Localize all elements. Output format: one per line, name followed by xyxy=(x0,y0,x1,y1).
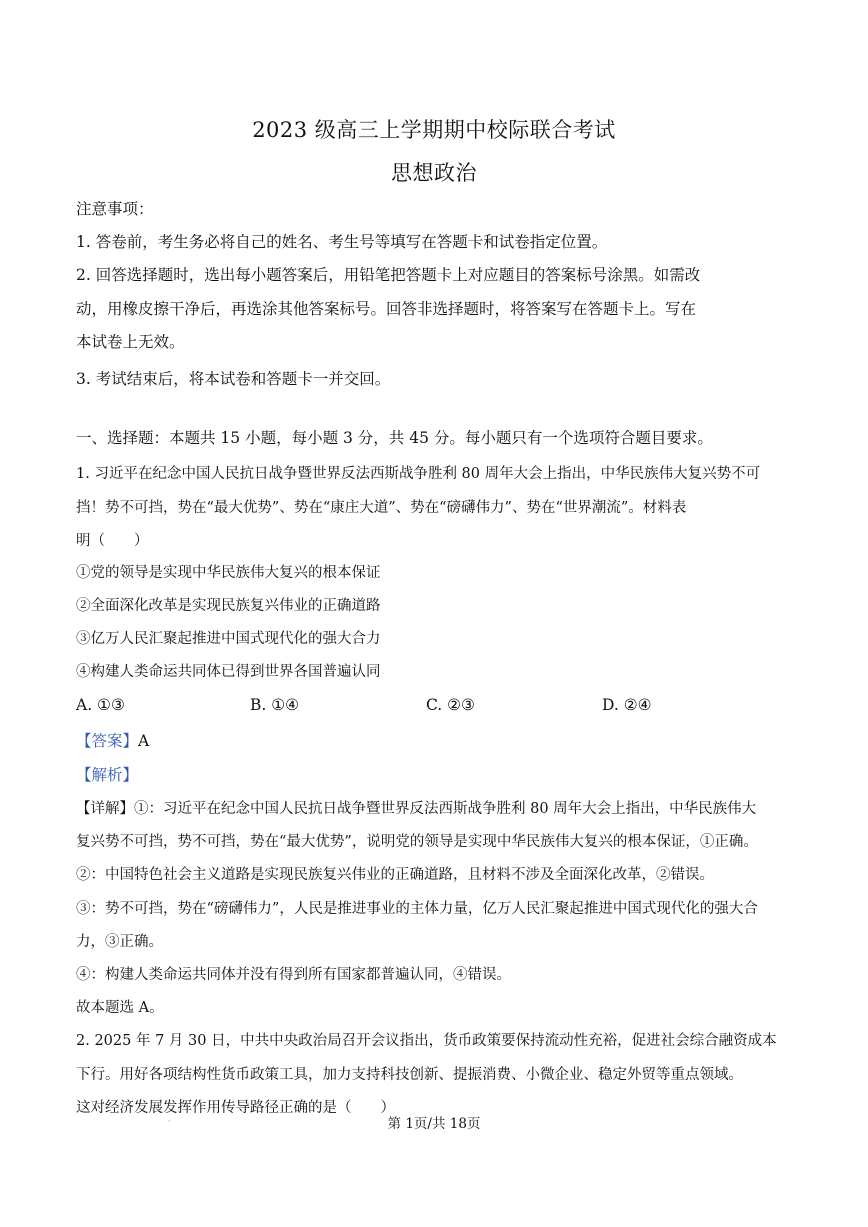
detail-line: ②：中国特色社会主义道路是实现民族复兴伟业的正确道路，且材料不涉及全面深化改革，②错误。 xyxy=(76,867,714,883)
analysis-row xyxy=(76,765,138,785)
notice-item: 动，用橡皮擦干净后，再选涂其他答案标号。回答非选择题时，将答案写在答题卡上。写在 xyxy=(76,300,697,318)
statement-item: ③亿万人民汇聚起推进中国式现代化的强大合力 xyxy=(76,631,381,647)
option-d: D. ②④ xyxy=(602,696,652,714)
notice-item: 本试卷上无效。 xyxy=(76,333,185,351)
question-stem: 下行。用好各项结构性货币政策工具，加力支持科技创新、提振消费、小微企业、稳定外贸等重点领域。 xyxy=(76,1067,743,1083)
exam-subject: 思想政治 xyxy=(391,161,477,185)
question-stem: 明（ ） xyxy=(76,533,149,549)
detail-line: ③：势不可挡，势在“磅礴伟力”，人民是推进事业的主体力量，亿万人民汇聚起推进中国式现代化的强大合 xyxy=(76,901,758,917)
detail-line: ④：构建人类命运共同体并没有得到所有国家都普遍认同，④错误。 xyxy=(76,967,511,983)
detail-line: ①：习近平在纪念中国人民抗日战争暨世界反法西斯战争胜利 80 周年大会上指出，中华民族伟大 xyxy=(134,801,757,817)
notice-item: 3. 考试结束后，将本试卷和答题卡一并交回。 xyxy=(76,370,391,388)
question-stem: 挡！势不可挡，势在“最大优势”、势在“康庄大道”、势在“磅礴伟力”、势在“世界潮流”。材料表 xyxy=(76,500,687,516)
analysis-tag: 【解析】 xyxy=(76,766,139,784)
detail-line: 复兴势不可挡，势不可挡，势在“最大优势”，说明党的领导是实现中华民族伟大复兴的根本保证，①正确。 xyxy=(76,834,758,850)
page-number: 第 1页/共 18页 xyxy=(387,1116,481,1132)
option-c: C. ②③ xyxy=(426,696,475,714)
notice-item: 1. 答卷前，考生务必将自己的姓名、考生号等填写在答题卡和试卷指定位置。 xyxy=(76,233,608,251)
exam-title: 2023 级高三上学期期中校际联合考试 xyxy=(252,118,616,142)
answer-value: A xyxy=(138,732,150,750)
statement-item: ②全面深化改革是实现民族复兴伟业的正确道路 xyxy=(76,598,381,614)
question-stem: 1. 习近平在纪念中国人民抗日战争暨世界反法西斯战争胜利 80 周年大会上指出，中华民族伟大复兴势不可 xyxy=(76,466,761,482)
question-stem: 这对经济发展发挥作用传导路径正确的是（ ） xyxy=(76,1100,395,1116)
answer-row xyxy=(76,731,149,751)
statement-item: ④构建人类命运共同体已得到世界各国普遍认同 xyxy=(76,664,381,680)
section-heading: 一、选择题：本题共 15 小题，每小题 3 分，共 45 分。每小题只有一个选项符合题目要求。 xyxy=(76,429,713,447)
detail-line: 力，③正确。 xyxy=(76,934,163,950)
question-stem: 2. 2025 年 7 月 30 日，中共中央政治局召开会议指出，货币政策要保持流动性充裕，促进社会综合融资成本 xyxy=(76,1033,777,1049)
statement-item: ①党的领导是实现中华民族伟大复兴的根本保证 xyxy=(76,565,381,581)
notice-item: 2. 回答选择题时，选出每小题答案后，用铅笔把答题卡上对应题目的答案标号涂黑。如需改 xyxy=(76,266,701,284)
notice-heading: 注意事项： xyxy=(76,200,154,218)
option-a: A. ①③ xyxy=(76,696,125,714)
detail-row xyxy=(76,799,756,819)
detail-conclusion: 故本题选 A。 xyxy=(76,1000,164,1016)
detail-tag: 【详解】 xyxy=(76,801,134,817)
answer-tag: 【答案】 xyxy=(76,732,139,750)
scan-dot: · xyxy=(168,1117,171,1126)
option-b: B. ①④ xyxy=(250,696,300,714)
